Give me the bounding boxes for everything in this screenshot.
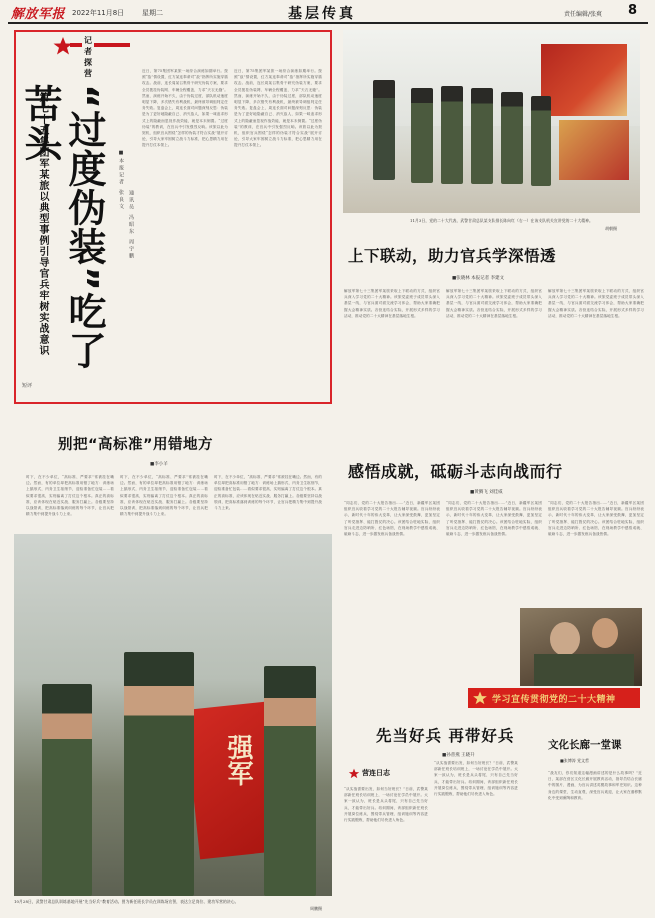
- article2-headline: 别把“高标准”用错地方: [58, 437, 214, 453]
- listener-figure-1: [411, 88, 433, 183]
- speaker-figure: [373, 80, 395, 180]
- badge-label: 记者探营: [84, 35, 92, 78]
- article1-byline-2: 通讯员 冯昭东 周宇鹏: [128, 190, 134, 261]
- article6-body: “战友们，你们知道这幅漫画讲述的是什么故事吗？”近日，某部在营区文化长廊开展教育活动，指导员结合长廊中的图片、漫画，为官兵讲述英模故事和军史知识。这种身边的课堂，生动直观，深受官兵欢迎，让大家在潜移默化中受到熏陶和教育。: [548, 771, 642, 800]
- article2-body-col1: 时下，在不少单位，“高标准、严要求”常被挂在嘴边。然而，有的单位却把高标准用错了地方：训练场上搞形式，内务卫生抠细节，迎检准备忙包装……看似要求很高，实则偏离了打仗这个根本。真正的高标准，应该体现在贴近实战、服务打赢上。各级要坚持以战领训，把高标准落到训练的每个环节，让官兵把精力集中到提升战斗力上来。: [26, 475, 114, 517]
- soldier-foreground: [124, 652, 194, 896]
- article4-body-col1: “同志们，党的二十大报告指出……”近日，新疆军区某团组织官兵收看学习党的二十大报告辅导视频。官兵纷纷表示，新时代十年的伟大变革，让大家深受鼓舞，更加坚定了听党指挥、能打胜仗的决心。该团结合驻地实际，组织官兵走进边防哨所、红色场馆，在现场教学中感悟成就、砥砺斗志，进一步激发练兵备战热情。: [344, 501, 440, 537]
- listener-figure-4: [501, 92, 523, 184]
- article5-byline: ■孙普燕 王晓升: [442, 753, 475, 758]
- photo-top-right: [343, 30, 640, 213]
- article3-body-col3: 解放军第七十三集团军某旅采取上下联动的方式，组织官兵深入学习党的二十大精神。该旅党委班子成员带头深入基层一线，与官兵面对面交流学习体会，帮助大家准确把握大会精神实质。各营连结合实际，开展形式多样的学习活动，推动党的二十大精神在基层落地生根。: [548, 289, 644, 318]
- soldier-face: [592, 618, 618, 648]
- article2-body-col3: 时下，在不少单位，“高标准、严要求”常被挂在嘴边。然而，有的单位却把高标准用错了地方：训练场上搞形式，内务卫生抠细节，迎检准备忙包装……看似要求很高，实则偏离了打仗这个根本。真正的高标准，应该体现在贴近实战、服务打赢上。各级要坚持以战领训，把高标准落到训练的每个环节，让官兵把精力集中到提升战斗力上来。: [214, 475, 322, 511]
- page-editor: 责任编辑/张爽: [564, 11, 603, 18]
- article6-byline: ■张博涛 党文哲: [560, 758, 590, 763]
- photo-bottom-credit: 周鹏摄: [310, 906, 322, 911]
- article1-headline: “过度伪装”吃了苦头: [18, 84, 106, 370]
- article4-headline: 感悟成就，砥砺斗志向战而行: [348, 462, 563, 481]
- banner-text: 学习宣传贯彻党的二十大精神: [492, 695, 616, 705]
- article3-byline: ■张晓林 本报记者 李建文: [452, 276, 505, 281]
- article1-subhead: 第七十五集团军某旅以典型事例引导官兵牢树实战意识: [37, 92, 48, 356]
- newspaper-logo: 解放军报: [11, 7, 66, 22]
- article5-body-col1: “从实战需要出发，如何当好班长？”日前，武警某部新任班长培训班上，一场讨论在学员中展开。大家一致认为，班长是兵头将尾，只有自己先当好兵，才能带出好兵。培训期间，该部组织新任班长开展岗位练兵，围绕带兵管理、组训施训等内容进行实践锻炼，帮助他们尽快进入角色。: [344, 787, 428, 823]
- photo-top-caption: 11月3日，党的二十大代表、武警甘肃总队某支队排长陈向红（右一）在该支队机关宣讲党的二十大精神。: [410, 218, 593, 223]
- article2-body-col2: 时下，在不少单位，“高标准、严要求”常被挂在嘴边。然而，有的单位却把高标准用错了地方：训练场上搞形式，内务卫生抠细节，迎检准备忙包装……看似要求很高，实则偏离了打仗这个根本。真正的高标准，应该体现在贴近实战、服务打赢上。各级要坚持以战领训，把高标准落到训练的每个环节，让官兵把精力集中到提升战斗力上来。: [120, 475, 208, 517]
- star-icon: [348, 768, 360, 779]
- elder-face: [550, 622, 580, 656]
- photo-top-display-board-2: [559, 120, 629, 180]
- star-icon: [472, 690, 488, 706]
- listener-figure-2: [441, 86, 463, 184]
- flag-characters: 强军: [223, 734, 253, 786]
- article1-body-col1: 近日，第75集团军某旅一场综合演练如期举行。按照“敌”情设置，红方某连奉命对“敌”指挥所实施穿插攻击。战前，连长周某召集骨干研究伪装方案，要求全员披挂伪装网、车辆全程覆盖，力求“天衣无缝”。然而，演练开始不久，由于伪装过度，部队机动速度明显下降，多次错失有利战机，最终被导调组判定任务失败。复盘会上，周连长面对问题深刻反思：伪装是为了更好地隐蔽自己、消灭敌人，如果一味追求形式上的隐蔽而忽视作战效能，就是本末倒置。“过度伪装”的教训，在官兵中引发强烈反响。该旅以此为契机，组织官兵围绕“怎样的伪装才符合实战”展开讨论，引导大家牢固树立战斗力标准，把心思精力用在提升打仗本领上。: [142, 69, 228, 148]
- article2-byline: ■李小羊: [150, 462, 168, 467]
- article1-note-label: 短评: [22, 383, 33, 389]
- article3-body-col2: 解放军第七十三集团军某旅采取上下联动的方式，组织官兵深入学习党的二十大精神。该旅党委班子成员带头深入基层一线，与官兵面对面交流学习体会，帮助大家准确把握大会精神实质。各营连结合实际，开展形式多样的学习活动，推动党的二十大精神在基层落地生根。: [446, 289, 542, 318]
- photo-top-credit: 胡朝摄: [605, 226, 617, 231]
- badge-bar: [70, 43, 130, 47]
- masthead-rule: [8, 22, 648, 24]
- listener-figure-5: [531, 96, 551, 186]
- study-banner: [468, 688, 640, 708]
- masthead: [0, 0, 655, 26]
- article6-headline: 文化长廊一堂课: [548, 739, 622, 751]
- article3-body-col1: 解放军第七十三集团军某旅采取上下联动的方式，组织官兵深入学习党的二十大精神。该旅党委班子成员带头深入基层一线，与官兵面对面交流学习体会，帮助大家准确把握大会精神实质。各营连结合实际，开展形式多样的学习活动，推动党的二十大精神在基层落地生根。: [344, 289, 440, 318]
- soldier-right: [264, 666, 316, 896]
- photo-top-display-board: [541, 44, 627, 116]
- elder-body: [534, 654, 634, 686]
- listener-figure-3: [471, 88, 493, 184]
- article4-byline: ■黄腾飞 刘佳威: [470, 490, 503, 495]
- article5-headline: 先当好兵 再带好兵: [376, 727, 515, 745]
- column-tag-label: 营连日志: [362, 768, 390, 777]
- section-title: 基层传真: [288, 6, 356, 22]
- article1-body-col2: 近日，第75集团军某旅一场综合演练如期举行。按照“敌”情设置，红方某连奉命对“敌”指挥所实施穿插攻击。战前，连长周某召集骨干研究伪装方案，要求全员披挂伪装网、车辆全程覆盖，力求“天衣无缝”。然而，演练开始不久，由于伪装过度，部队机动速度明显下降，多次错失有利战机，最终被导调组判定任务失败。复盘会上，周连长面对问题深刻反思：伪装是为了更好地隐蔽自己、消灭敌人，如果一味追求形式上的隐蔽而忽视作战效能，就是本末倒置。“过度伪装”的教训，在官兵中引发强烈反响。该旅以此为契机，组织官兵围绕“怎样的伪装才符合实战”展开讨论，引导大家牢固树立战斗力标准，把心思精力用在提升打仗本领上。: [234, 69, 322, 148]
- issue-weekday: 星期二: [142, 9, 163, 17]
- article4-body-col3: “同志们，党的二十大报告指出……”近日，新疆军区某团组织官兵收看学习党的二十大报告辅导视频。官兵纷纷表示，新时代十年的伟大变革，让大家深受鼓舞，更加坚定了听党指挥、能打胜仗的决心。该团结合驻地实际，组织官兵走进边防哨所、红色场馆，在现场教学中感悟成就、砥砺斗志，进一步激发练兵备战热情。: [548, 501, 644, 537]
- article1-byline-1: ■本报记者 张良文: [118, 150, 124, 211]
- photo-bottom-caption: 10月28日，武警甘肃总队训练基地开展“先当好兵”教育活动。图为新任班长学员在训练场宣誓，表达立足岗位、建功军营的决心。: [14, 899, 239, 904]
- issue-date: 2022年11月8日: [72, 9, 125, 17]
- photo-bottom-left: [14, 534, 332, 896]
- page-number: 8: [628, 3, 638, 18]
- article4-body-col2: “同志们，党的二十大报告指出……”近日，新疆军区某团组织官兵收看学习党的二十大报告辅导视频。官兵纷纷表示，新时代十年的伟大变革，让大家深受鼓舞，更加坚定了听党指挥、能打胜仗的决心。该团结合驻地实际，组织官兵走进边防哨所、红色场馆，在现场教学中感悟成就、砥砺斗志，进一步激发练兵备战热情。: [446, 501, 542, 537]
- article3-headline: 上下联动，助力官兵学深悟透: [348, 247, 557, 265]
- soldier-left: [42, 684, 92, 896]
- article5-body-col2: “从实战需要出发，如何当好班长？”日前，武警某部新任班长培训班上，一场讨论在学员中展开。大家一致认为，班长是兵头将尾，只有自己先当好兵，才能带出好兵。培训期间，该部组织新任班长开展岗位练兵，围绕带兵管理、组训施训等内容进行实践锻炼，帮助他们尽快进入角色。: [434, 761, 518, 797]
- photo-elder-veteran: [520, 608, 642, 686]
